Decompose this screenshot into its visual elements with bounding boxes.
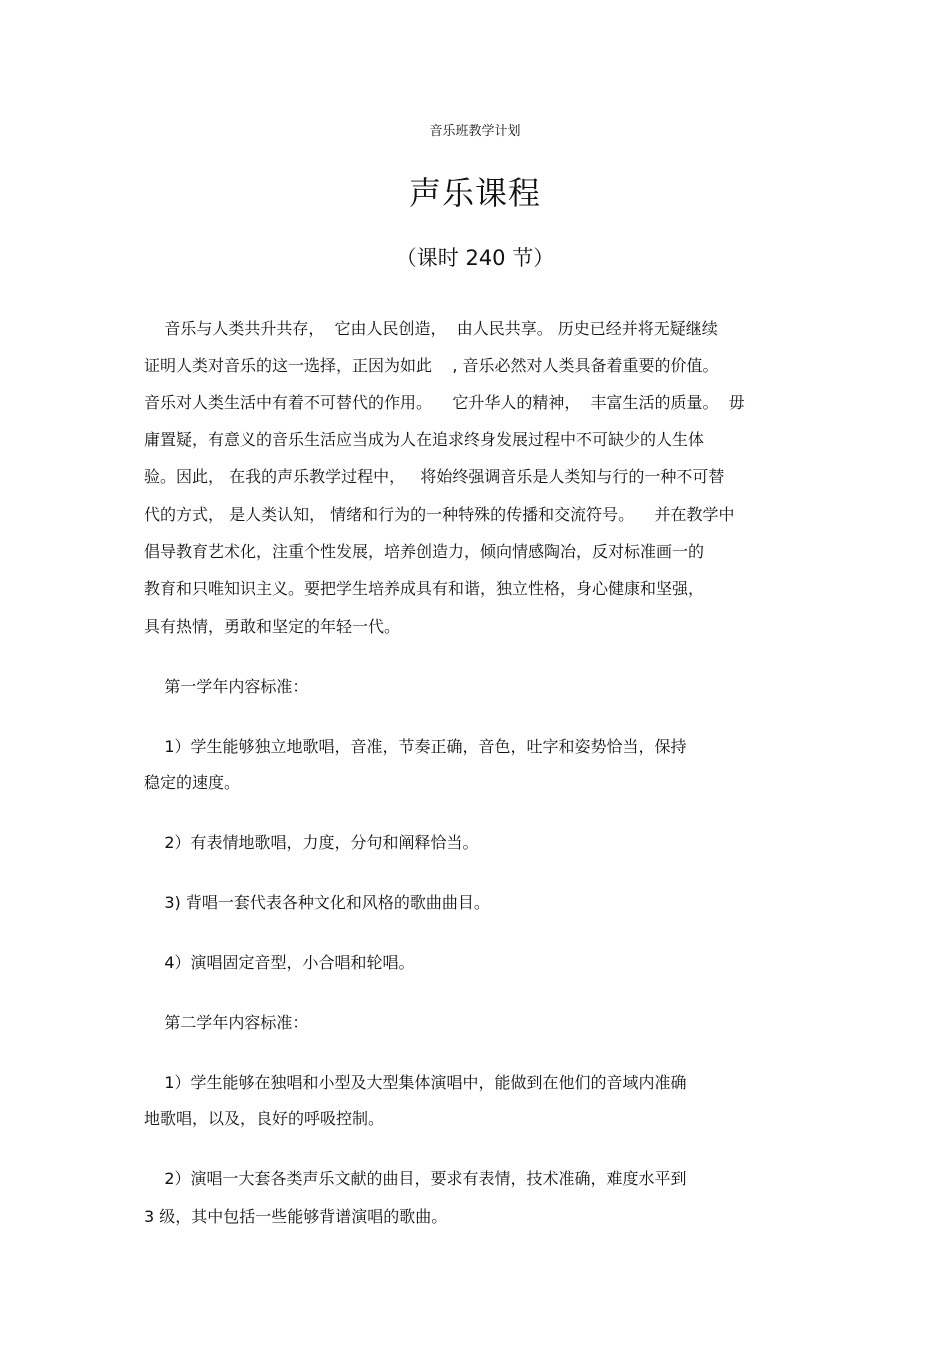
page-title: 声乐课程 [408, 174, 541, 212]
intro-line: 音乐对人类生活中有着不可替代的作用。 它升华人的精神， 丰富生活的质量。 毋 [144, 393, 745, 412]
year2-item-2: 2）演唱一大套各类声乐文献的曲目，要求有表情，技术准确，难度水平到 [144, 1169, 687, 1188]
year1-item-4: 4）演唱固定音型，小合唱和轮唱。 [144, 953, 415, 972]
intro-line: 倡导教育艺术化，注重个性发展，培养创造力，倾向情感陶冶，反对标准画一的 [144, 542, 705, 561]
page-subtitle: （课时 240 节） [395, 246, 555, 270]
document-header: 音乐班教学计划 [429, 124, 521, 139]
intro-line: 庸置疑，有意义的音乐生活应当成为人在追求终身发展过程中不可缺少的人生体 [144, 430, 705, 449]
year2-item-2-continued: 3 级，其中包括一些能够背谱演唱的歌曲。 [144, 1207, 448, 1226]
year1-item-1-continued: 稳定的速度。 [144, 773, 241, 792]
year1-item-1: 1）学生能够独立地歌唱，音准，节奏正确，音色，吐字和姿势恰当，保持 [144, 737, 687, 756]
year2-heading: 第二学年内容标准： [144, 1013, 309, 1032]
year1-heading: 第一学年内容标准： [144, 677, 309, 696]
intro-line: 验。因此， 在我的声乐教学过程中， 将始终强调音乐是人类知与行的一种不可替 [144, 467, 725, 486]
intro-line: 教育和只唯知识主义。要把学生培养成具有和谐，独立性格，身心健康和坚强， [144, 579, 705, 598]
year2-item-1: 1）学生能够在独唱和小型及大型集体演唱中，能做到在他们的音域内准确 [144, 1073, 687, 1092]
year1-item-3: 3) 背唱一套代表各种文化和风格的歌曲曲目。 [144, 893, 490, 912]
intro-line: 具有热情，勇敢和坚定的年轻一代。 [144, 617, 401, 636]
intro-line: 代的方式， 是人类认知， 情绪和行为的一种特殊的传播和交流符号。 并在教学中 [144, 505, 735, 524]
year1-item-2: 2）有表情地歌唱，力度，分句和阐释恰当。 [144, 833, 479, 852]
intro-line: 证明人类对音乐的这一选择，正因为如此 , 音乐必然对人类具备着重要的价值。 [144, 356, 719, 375]
year2-item-1-continued: 地歌唱，以及，良好的呼吸控制。 [144, 1109, 385, 1128]
intro-line: 音乐与人类共升共存， 它由人民创造， 由人民共享。 历史已经并将无疑继续 [144, 319, 718, 338]
